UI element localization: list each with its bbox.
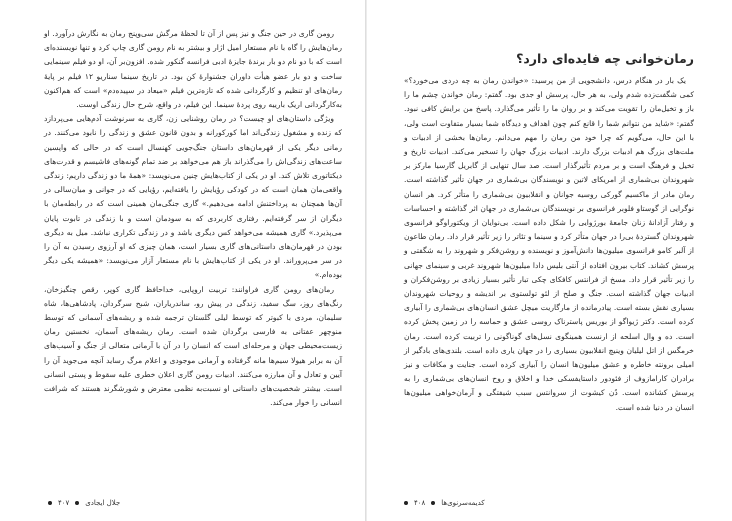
- running-head: جلال ایجادی: [85, 499, 121, 507]
- right-page-footer: [404, 499, 485, 507]
- paragraph: یک بار در هنگام درس، دانشجویی از من پرسید: «خواندن رمان به چه دردی می‌خورد؟» کمی شگفت‌زده شدم ولی، به هر حال، پرسش او جدی بود. گفتم: رمان خواندن چشم ما را باز و تخیل‌مان را تقویت می‌کند و بر روان ما را تأثیر می‌گذارد. پاسخ من برایش کافی نبود. گفتم: «شاید من نتوانم شما را قانع کنم چون اهداف و دیدگاه شما بسیار متفاوت است ولی، با این حال، می‌گویم که چرا خود من رمان را مهم می‌دانم. رمان‌ها بخشی از ادبیات و ملت‌های بزرگ هم ادبیات بزرگ دارند. ادبیات بزرگ جهان را تسخیر می‌کند. ادبیات تاریخ و تخیل و فرهنگ است و بر مردم تأثیرگذار است. صد سال تنهایی از گابریل گارسیا مارکز بر شهروندان بی‌شماری از امریکای لاتین و نویسندگان بی‌شماری در جهان تأثیر گذاشته است. رمان مادر از ماکسیم گورکی روسیه جوانان و انقلابیون بی‌شماری را متأثر کرد. هر انسان نوگرایی از گوستاو فلوبر فرانسوی بر نویسندگان بی‌شماری در جهان اثر گذاشته و احساسات و رفتار آزادانهٔ زنان جامعهٔ بورژوایی را شکل داده است. بی‌نوایان از ویکتوراوگو فرانسوی شهروندان گستردهٔ بی‌را در جهان متأثر کرد و سینما و تئاتر را زیر تأثیر قرار داد. رمان طاعون از آلبر کامو فرانسوی میلیون‌ها دانش‌آموز و نویسنده و روشن‌فکر و شهروند را به شگفتی و پرسش کشاند. کتاب بیرون افتاده از آنتی بلیس دادا میلیون‌ها شهروند غربی و سینمای جهانی را زیر تأثیر قرار داد. مسخ از فرانتس کافکای چکی تبار تأثیر بسیار زیادی بر روشن‌فکران و ادبیات جهان گذاشته است. جنگ و صلح از لئو تولستوی بر اندیشه و روحیات شهروندان بسیاری نقش بسته است. پیادرمانده از مارگاریت میچل عشق انسان‌های بی‌شماری را آبیاری کرده است. دکتر ژیواگو از بوریس پاسترناک روسی عشق و حماسه را در زمین پخش کرده است. ده و وال اسلحه از ارنست همینگوی نسل‌های گوناگونی را تربیت کرده است. رمان خرمگس از اتل لیلیان وینیچ انقلابیون بسیاری را در جهان یاری داده است. بلندی‌های بادگیر از امیلی برونته خاطره و عشق میلیون‌ها انسان را آبیاری کرده است. جنایت و مکافات و نیز برادران کارامازوف از فئودور داستایفسکی خدا و اخلاق و روح انسان‌های بی‌شماری را به پرسش کشانده است. دُن کیشوت از سروانتس سبب شیفتگی و آرمان‌خواهی میلیون‌ها انسان در دنیا شده است.: [404, 76, 694, 412]
- right-page: [366, 0, 732, 521]
- bullet-icon: [431, 501, 435, 505]
- bullet-icon: [404, 501, 408, 505]
- paragraph: رمان‌های رومن گاری فراوانند: تربیت اروپایی، خداحافظ گاری کوپر، رقص چنگیزخان، رنگ‌های روز، سگ سفید، زندگی در پیش رو، ساندریاران، شبح سرگردان، پادشاهی‌ها، شاه سلیمان، مردی با کبوتر که توسط لیلی گلستان ترجمه شده و ریشه‌های آسمانی که توسط منوچهر عفتانی به فارسی برگردان شده است. رمان ریشه‌های آسمان، نخستین رمان زیست‌محیطی جهان و مرحله‌ای است که انسان را در آن با آرمانی متعالی از جنگ و آسیب‌های آن به برابر هیولا سیم‌ها مانه گرفتاده و آرمانی موجودی و اعلام مرگ رساید آنچه می‌جوید آن را آیین و تعادل و آن مبارزه می‌کنند. ادبیات رومن گاری اعلان خطری علیه سقوط و پستی انسانی است. بیشتر شخصیت‌های داستانی او نسبت‌به نظمی معترض و شورشگرند هستند که شرافت انسانی را خوار می‌کند.: [44, 284, 342, 408]
- page-number: ۴۰۷: [58, 499, 70, 507]
- bullet-icon: [48, 501, 52, 505]
- right-page-body: [404, 74, 694, 415]
- left-page-footer: [48, 499, 120, 507]
- page-number: ۴۰۸: [414, 499, 426, 507]
- running-head: کدیمه‌سرنوی‌ها: [441, 499, 485, 507]
- section-heading: رمان‌خوانی چه فایده‌ای دارد؟: [516, 51, 694, 66]
- left-page-body: [44, 27, 342, 410]
- paragraph: رومن گاری در حین جنگ و نیز پس از آن تا لحظهٔ مرگش سی‌وپنج رمان به نگارش درآورد. او رمان‌هایش را گاه با نام مستعار امیل اژار و بیشتر به نام رومن گاری چاپ کرد و تنها نویسنده‌ای است که با دو نام دو بار برندهٔ جایزهٔ ادبی فرانسه گنکور شده. افزون‌بر آن، او دو فیلم سینمایی ساخت و دو بار عضو هیأت داوران جشنوارهٔ کن بود. در تاریخ سینما سناریو ۱۲ فیلم بر پایهٔ رمان‌های او تنظیم و کارگردانی شده که تازه‌ترین فیلم «میعاد در سپیده‌دم» است که هم‌اکنون به‌کارگردانی اریک بارییه روی پردهٔ سینما. این فیلم، در واقع، شرح حال زندگی اوست.: [44, 29, 342, 110]
- bullet-icon: [75, 501, 79, 505]
- paragraph: ویژگی داستان‌های او چیست؟ در رمان روشنایی زن، گاری به سرنوشت آدم‌هایی می‌پردازد که زنده و مشغول زندگی‌اند اما کورکورانه و بدون قانون عشق و زندگی را نابود می‌کنند. در رمانی دیگر یکی از قهرمان‌های داستان جنگ‌جویی کهنسال است که در حالی که واپسین ساعت‌های زندگی‌اش را می‌گذراند باز هم می‌خواهد بر ضد تمام گونه‌های فاشیسم و قدرت‌های دیکتاتوری تلاش کند. او در یکی از کتاب‌هایش چنین می‌نویسد: «همهٔ ما دو زندگی داریم: زندگی واقعی‌مان همان است که در کودکی رؤیایش را یافته‌ایم، رؤیایی که در جوانی و میان‌سالی در آن‌ها همچنان به پرداختنش ادامه می‌دهیم.» گاری جنگی‌مان همینی است که در رابطه‌مان با دیگران از سر گرفته‌ایم. رفتاری کاربردی که به سودمان است و با زندگی در تابوت پایان می‌پذیرد.» گاری همیشه می‌خواهد کس دیگری باشد و در زندگی تکراری نباشد. میل به دیگری بودن در قهرمان‌های داستانی‌های گاری بسیار است، همان چیزی که او آرزوی رسیدن به آن را در سر می‌پروراند. او در یکی از کتاب‌هایش با نام مستعار آزار می‌نویسد: «همیشه یکی دیگر بوده‌ام.»: [44, 114, 342, 280]
